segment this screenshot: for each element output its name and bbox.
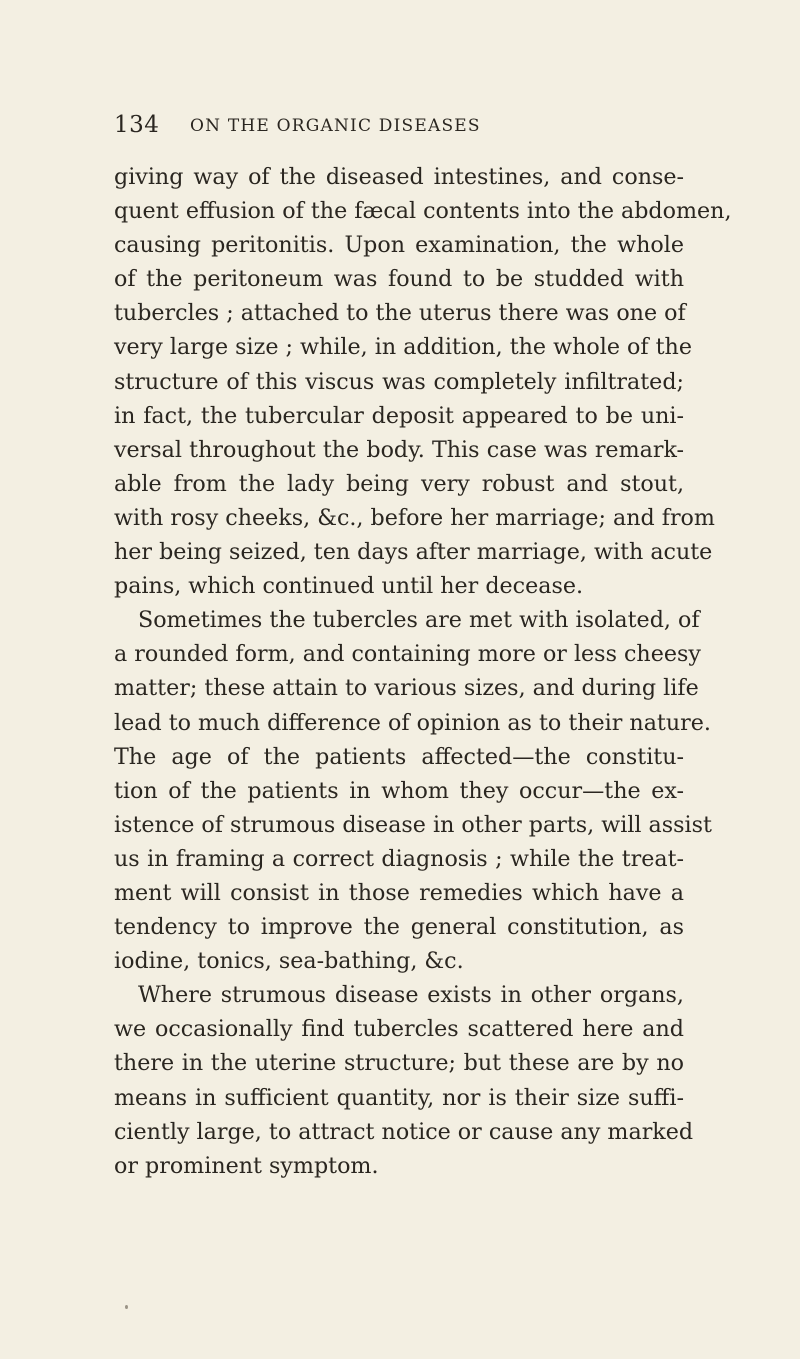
text-line: istence of strumous disease in other parts, will assist <box>114 811 712 838</box>
text-line: giving way of the diseased intestines, and conse- <box>114 164 684 190</box>
text-line: there in the uterine structure; but these are by no <box>114 1050 684 1077</box>
page-header <box>114 112 694 142</box>
text-line: of the peritoneum was found to be studded with <box>114 266 684 293</box>
text-line: means in sufficient quantity, nor is their size suffi- <box>114 1084 684 1111</box>
paper-speck <box>125 1305 128 1309</box>
text-line: lead to much difference of opinion as to their nature. <box>114 709 711 736</box>
text-line: with rosy cheeks, &c., before her marriage; and from <box>114 504 715 531</box>
text-line: ciently large, to attract notice or cause any marked <box>114 1118 694 1145</box>
text-line: causing peritonitis. Upon examination, the whole <box>114 232 684 259</box>
text-line: Where strumous disease exists in other organs, <box>138 982 684 1009</box>
text-line: in fact, the tubercular deposit appeared to be uni- <box>114 402 684 429</box>
text-line: versal throughout the body. This case was remark- <box>114 436 684 463</box>
text-line: matter; these attain to various sizes, and during life <box>114 675 699 702</box>
text-line: pains, which continued until her decease. <box>114 573 584 600</box>
text-line: or prominent symptom. <box>114 1152 379 1179</box>
text-line: us in framing a correct diagnosis ; while the treat- <box>114 845 684 872</box>
text-line: iodine, tonics, sea-bathing, &c. <box>114 948 464 975</box>
text-line: tendency to improve the general constitution, as <box>114 914 684 941</box>
text-line: a rounded form, and containing more or less cheesy <box>114 641 701 668</box>
text-line: tion of the patients in whom they occur—the ex- <box>114 777 684 804</box>
text-line: very large size ; while, in addition, the whole of the <box>114 334 692 361</box>
text-line: we occasionally find tubercles scattered here and <box>114 1016 684 1043</box>
text-line: her being seized, ten days after marriage, with acute <box>114 539 713 566</box>
body-text <box>114 160 732 1183</box>
page-number: 134 <box>114 112 160 138</box>
running-head: ON THE ORGANIC DISEASES <box>190 116 481 136</box>
text-line: quent effusion of the fæcal contents into the abdomen, <box>114 198 732 225</box>
text-line: ment will consist in those remedies which have a <box>114 879 684 906</box>
text-line: able from the lady being very robust and stout, <box>114 470 684 497</box>
text-line: tubercles ; attached to the uterus there was one of <box>114 300 686 327</box>
text-line: Sometimes the tubercles are met with isolated, of <box>138 607 700 634</box>
text-line: The age of the patients affected—the constitu- <box>114 743 684 770</box>
text-line: structure of this viscus was completely infiltrated; <box>114 368 684 395</box>
